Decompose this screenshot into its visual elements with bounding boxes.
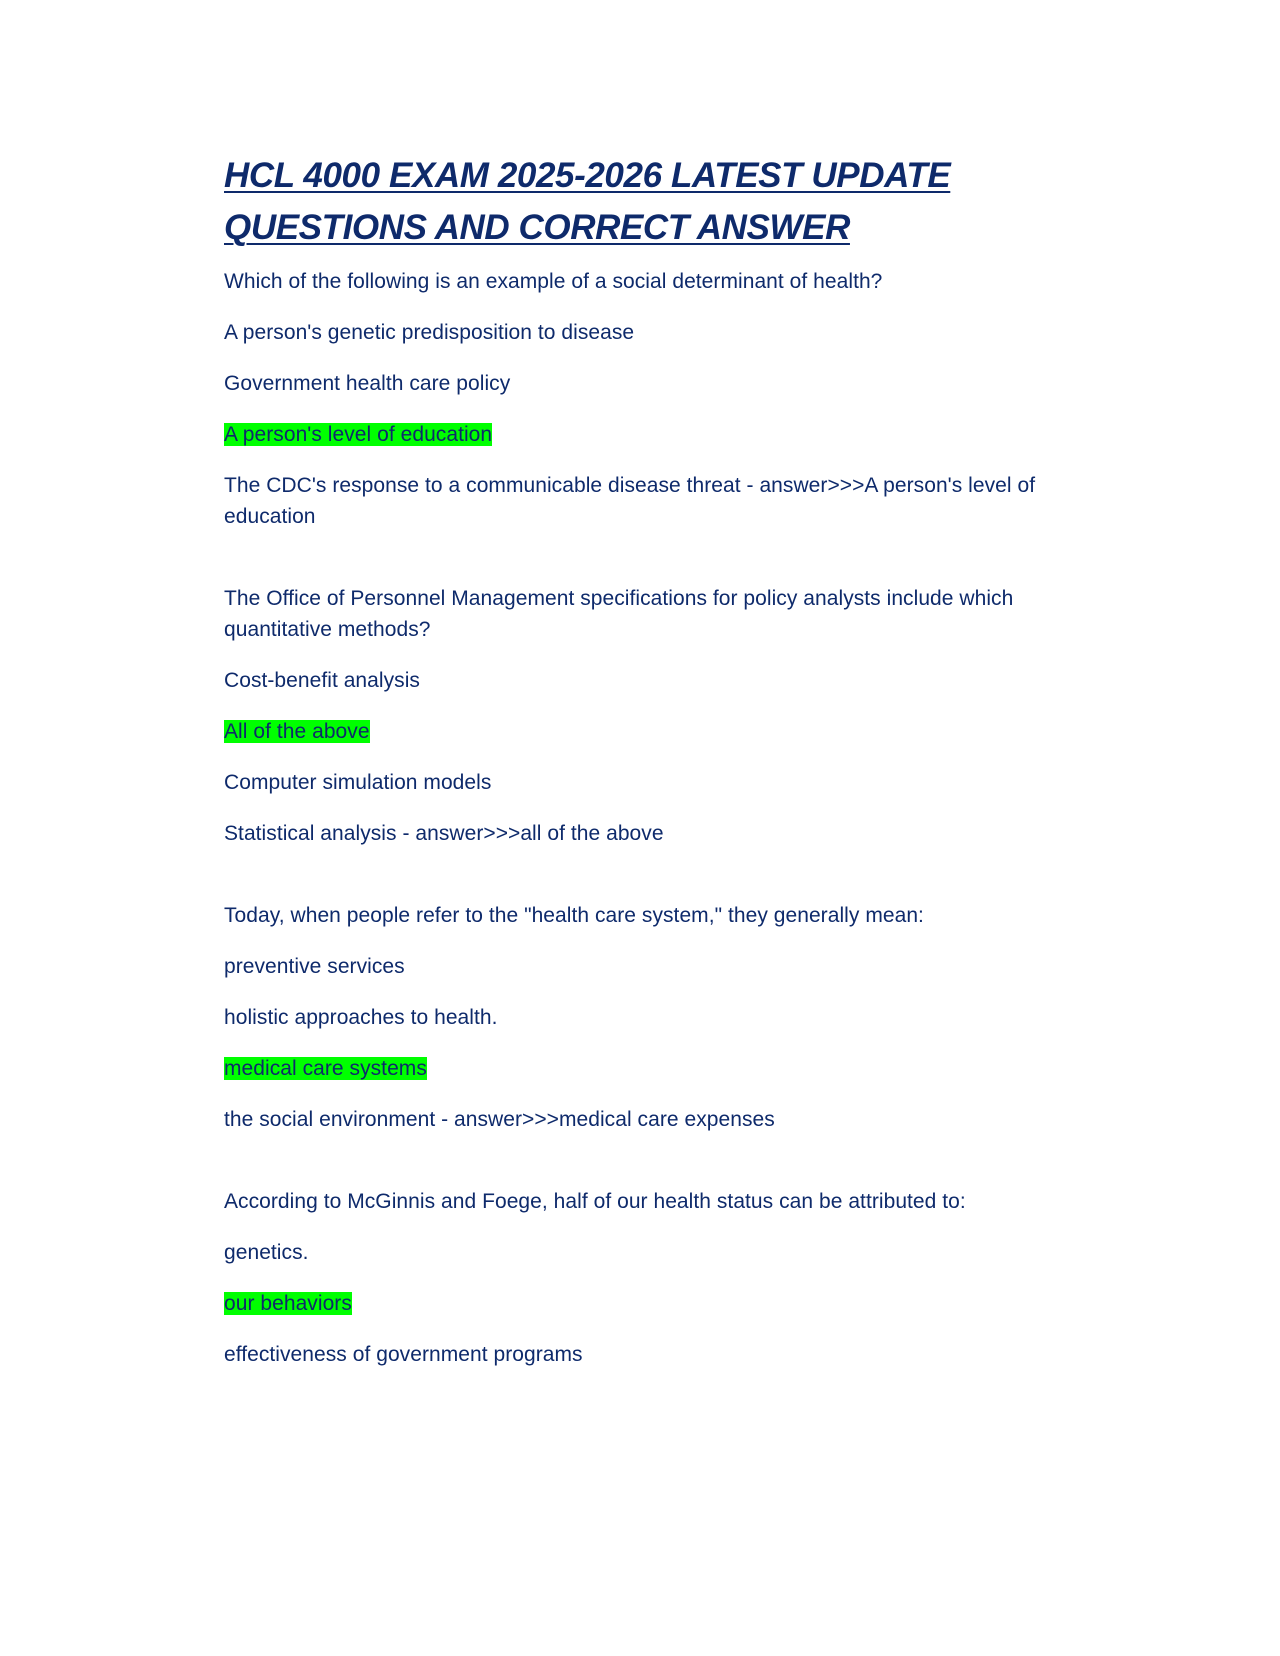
document-page xyxy=(224,150,1104,1370)
answer-line: the social environment - answer>>>medical care expenses xyxy=(224,1108,775,1131)
answer-line: Statistical analysis - answer>>>all of the above xyxy=(224,822,664,845)
answer-option: effectiveness of government programs xyxy=(224,1343,583,1366)
answer-option: Government health care policy xyxy=(224,372,511,395)
question-block-4 xyxy=(224,1186,1104,1370)
question-text: The Office of Personnel Management specifications for policy analysts include which quantitative methods? xyxy=(224,587,1014,641)
answer-option: A person's genetic predisposition to disease xyxy=(224,321,635,344)
highlighted-answer-option: A person's level of education xyxy=(224,423,493,446)
answer-option: Cost-benefit analysis xyxy=(224,669,420,692)
question-block-2 xyxy=(224,583,1104,849)
question-text: According to McGinnis and Foege, half of our health status can be attributed to: xyxy=(224,1190,966,1213)
question-block-3 xyxy=(224,900,1104,1135)
document-title: HCL 4000 EXAM 2025-2026 LATEST UPDATE QUESTIONS AND CORRECT ANSWER xyxy=(224,156,951,247)
answer-option: genetics. xyxy=(224,1241,309,1264)
highlighted-answer-option: our behaviors xyxy=(224,1292,352,1315)
answer-option: Computer simulation models xyxy=(224,771,492,794)
question-block-1 xyxy=(224,266,1104,532)
question-text: Which of the following is an example of a social determinant of health? xyxy=(224,270,883,293)
answer-option: preventive services xyxy=(224,955,405,978)
question-text: Today, when people refer to the "health care system," they generally mean: xyxy=(224,904,924,927)
highlighted-answer-option: medical care systems xyxy=(224,1057,427,1080)
answer-option: holistic approaches to health. xyxy=(224,1006,498,1029)
highlighted-answer-option: All of the above xyxy=(224,720,370,743)
answer-line: The CDC's response to a communicable disease threat - answer>>>A person's level of education xyxy=(224,474,1036,528)
